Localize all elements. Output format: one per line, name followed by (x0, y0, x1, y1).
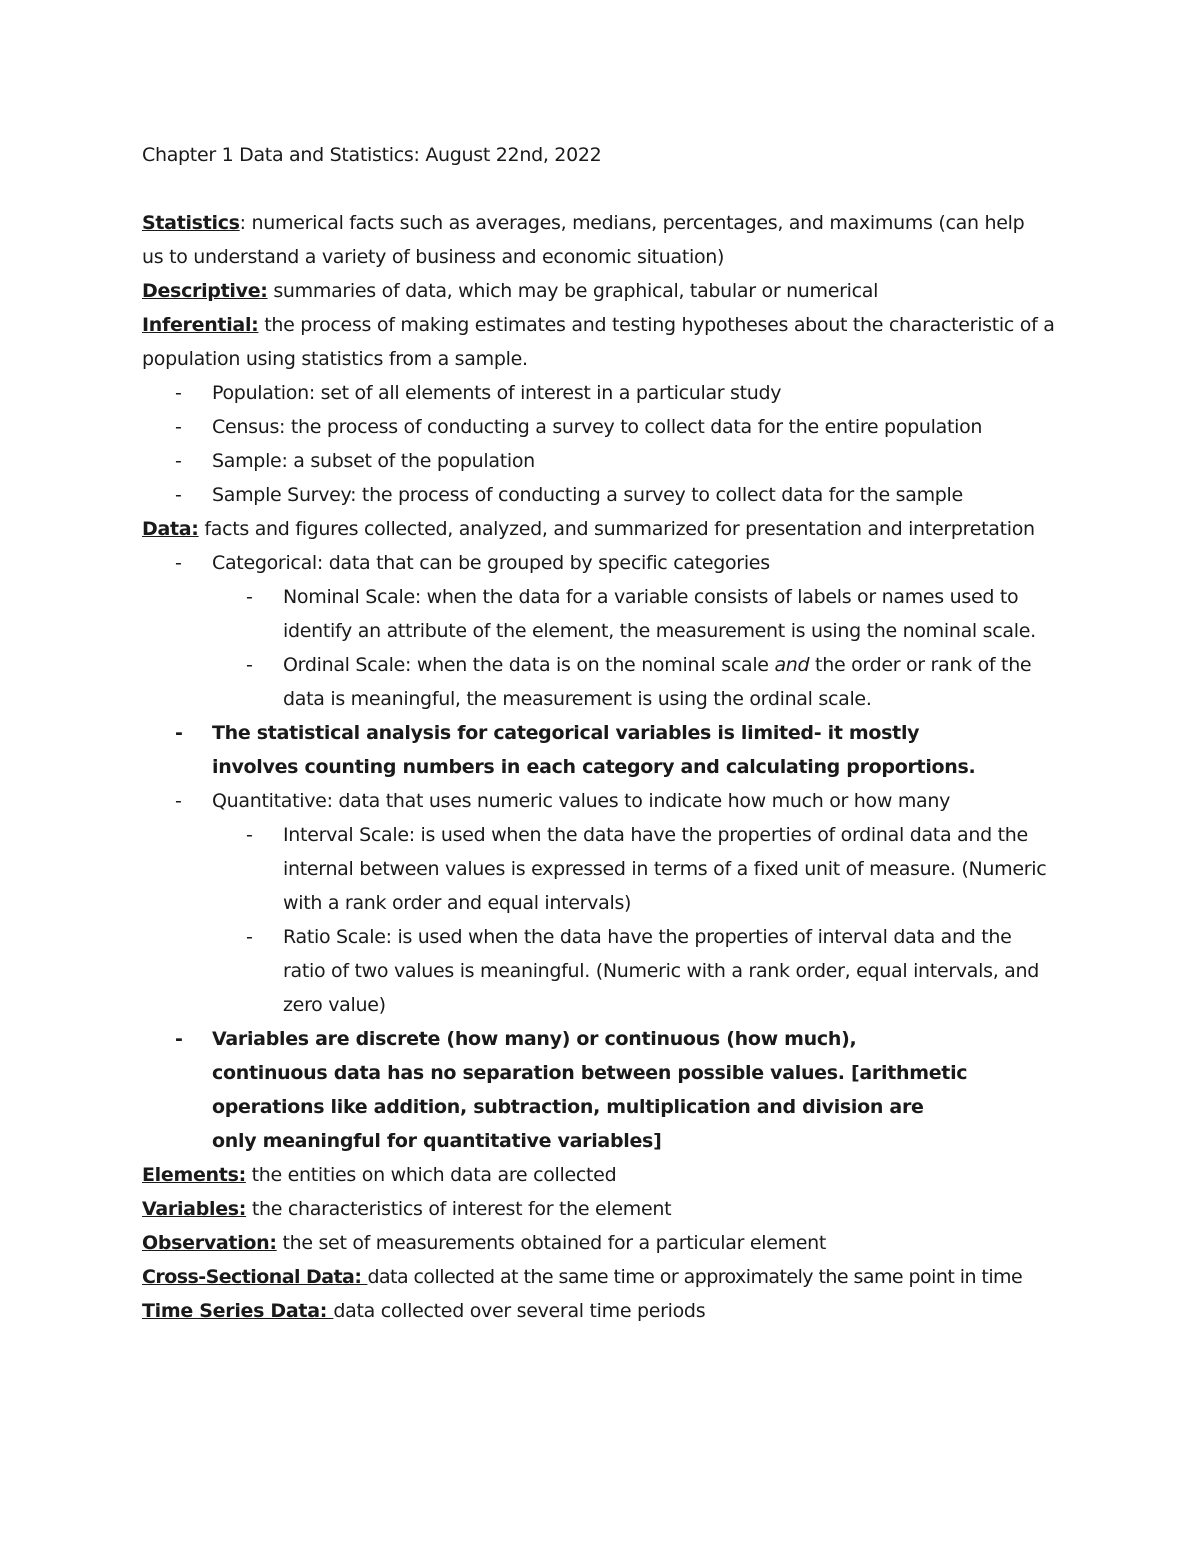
bullet-dash: - (246, 654, 253, 676)
definition-elements (142, 1158, 1072, 1192)
definition-observation (142, 1226, 1072, 1260)
bullet-dash: - (246, 926, 253, 948)
bullet-dash: - (175, 382, 182, 404)
definition-text: the characteristics of interest for the element (246, 1198, 672, 1220)
bullet-dash: - (175, 416, 182, 438)
bullet-dash: - (175, 722, 183, 744)
bullet-dash: - (175, 790, 182, 812)
definition-text: data collected over several time periods (333, 1300, 706, 1322)
definition-time-series (142, 1294, 1072, 1328)
page-title: Chapter 1 Data and Statistics: August 22nd, 2022 (142, 144, 602, 166)
list-item-text: Nominal Scale: when the data for a variable consists of labels or names used to identify an attribute of the element, the measurement is using the nominal scale. (283, 586, 1036, 642)
list-item-text: Population: set of all elements of interest in a particular study (212, 382, 782, 404)
definition-text: the set of measurements obtained for a particular element (276, 1232, 827, 1254)
term-observation: Observation: (142, 1232, 277, 1254)
term-statistics: Statistics (142, 212, 240, 234)
term-cross-sectional: Cross-Sectional Data: (142, 1266, 368, 1288)
list-item-text: Ordinal Scale: when the data is on the nominal scale and the order or rank of the data is meaningful, the measurement is using the ordinal scale. (283, 654, 1032, 710)
definition-text: data collected at the same time or approximately the same point in time (367, 1266, 1023, 1288)
definition-text: the entities on which data are collected (245, 1164, 617, 1186)
bullet-dash: - (246, 824, 253, 846)
document-page (142, 138, 1072, 1328)
term-descriptive: Descriptive: (142, 280, 268, 302)
list-item-quantitative (142, 784, 1072, 818)
definition-cross-sectional (142, 1260, 1072, 1294)
term-inferential: Inferential: (142, 314, 259, 336)
term-time-series: Time Series Data: (142, 1300, 334, 1322)
list-item-interval (142, 818, 1061, 920)
term-data: Data: (142, 518, 199, 540)
bullet-dash: - (175, 484, 182, 506)
definition-data (142, 512, 1072, 546)
definition-text: summaries of data, which may be graphical, tabular or numerical (267, 280, 879, 302)
definition-descriptive (142, 274, 1072, 308)
list-item-ordinal (142, 648, 1063, 716)
definition-variables (142, 1192, 1072, 1226)
list-item-categorical-note (142, 716, 982, 784)
term-elements: Elements: (142, 1164, 246, 1186)
list-item-text: Quantitative: data that uses numeric values to indicate how much or how many (212, 790, 951, 812)
list-item (142, 478, 1072, 512)
list-item-nominal (142, 580, 1058, 648)
bullet-dash: - (246, 586, 253, 608)
list-item-ratio (142, 920, 1043, 1022)
list-item-text: Sample Survey: the process of conducting a survey to collect data for the sample (212, 484, 963, 506)
bullet-dash: - (175, 450, 182, 472)
list-item-text: Sample: a subset of the population (212, 450, 535, 472)
definition-inferential (142, 308, 1062, 376)
bullet-dash: - (175, 552, 182, 574)
list-item-variables-note (142, 1022, 972, 1158)
list-item (142, 444, 1072, 478)
list-item-text: Ratio Scale: is used when the data have the properties of interval data and the ratio of two values is meaningful. (Numeric with a rank order, equal intervals, and zero value) (283, 926, 1040, 1016)
term-variables: Variables: (142, 1198, 247, 1220)
definition-text: : numerical facts such as averages, medians, percentages, and maximums (can help us to understand a variety of business and economic situation) (142, 212, 1025, 268)
list-item-text: Categorical: data that can be grouped by specific categories (212, 552, 770, 574)
list-item (142, 376, 1072, 410)
list-item (142, 410, 1072, 444)
bullet-dash: - (175, 1028, 183, 1050)
definition-statistics (142, 206, 1047, 274)
list-item-text: Interval Scale: is used when the data have the properties of ordinal data and the internal between values is expressed in terms of a fixed unit of measure. (Numeric with a rank order and equal intervals) (283, 824, 1047, 914)
list-item-text: Census: the process of conducting a survey to collect data for the entire population (212, 416, 983, 438)
list-item-text: Variables are discrete (how many) or continuous (how much), continuous data has no separation between possible values. [arithmetic operations like addition, subtraction, multiplication and division are only meaningful for quantitative variables] (212, 1028, 968, 1152)
list-item-text: The statistical analysis for categorical variables is limited- it mostly involves counting numbers in each category and calculating proportions. (212, 722, 976, 778)
definition-text: facts and figures collected, analyzed, and summarized for presentation and interpretation (198, 518, 1035, 540)
list-item-categorical (142, 546, 1072, 580)
definition-text: the process of making estimates and testing hypotheses about the characteristic of a population using statistics from a sample. (142, 314, 1055, 370)
